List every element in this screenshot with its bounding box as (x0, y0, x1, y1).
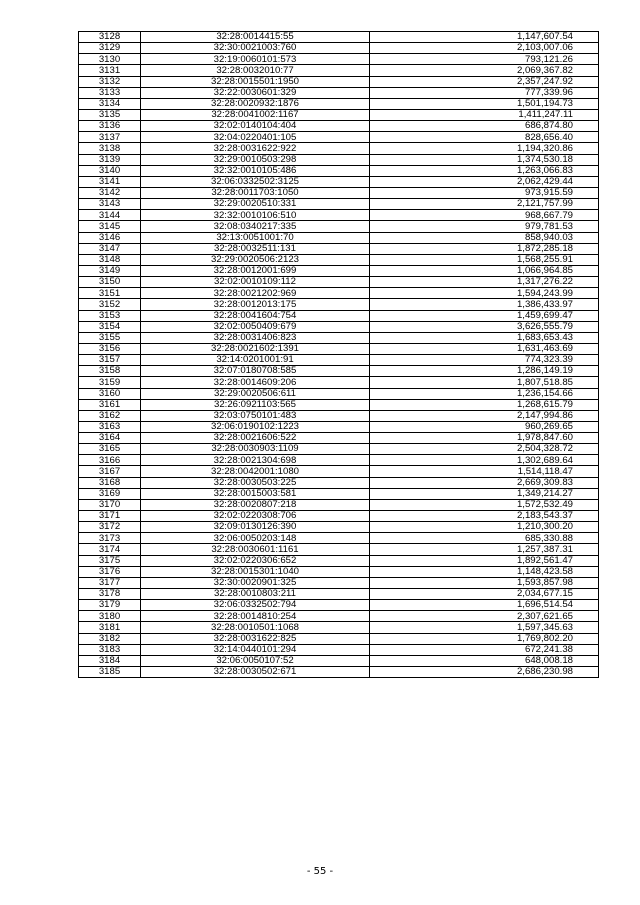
row-number-cell: 3148 (79, 254, 141, 265)
row-number-cell: 3166 (79, 455, 141, 466)
cadastral-number-cell: 32:28:0032010:77 (141, 65, 370, 76)
cadastral-value-cell: 2,069,367.82 (370, 65, 599, 76)
cadastral-number-cell: 32:28:0010501:1068 (141, 622, 370, 633)
cadastral-number-cell: 32:29:0020506:611 (141, 388, 370, 399)
row-number-cell: 3154 (79, 321, 141, 332)
table-row (79, 210, 599, 221)
row-number-cell: 3128 (79, 32, 141, 43)
row-number-cell: 3135 (79, 109, 141, 120)
cadastral-number-cell: 32:28:0032511:131 (141, 243, 370, 254)
row-number-cell: 3171 (79, 511, 141, 522)
cadastral-value-cell: 2,183,543.37 (370, 511, 599, 522)
row-number-cell: 3142 (79, 187, 141, 198)
row-number-cell: 3159 (79, 377, 141, 388)
row-number-cell: 3145 (79, 221, 141, 232)
row-number-cell: 3136 (79, 121, 141, 132)
row-number-cell: 3176 (79, 566, 141, 577)
cadastral-value-cell: 858,940.03 (370, 232, 599, 243)
page-number: - 55 - (306, 866, 334, 877)
row-number-cell: 3158 (79, 366, 141, 377)
row-number-cell: 3139 (79, 154, 141, 165)
table-row (79, 455, 599, 466)
row-number-cell: 3184 (79, 655, 141, 666)
table-row (79, 87, 599, 98)
cadastral-value-cell: 777,339.96 (370, 87, 599, 98)
table-row (79, 121, 599, 132)
row-number-cell: 3153 (79, 310, 141, 321)
table-row (79, 589, 599, 600)
cadastral-value-cell: 1,236,154.66 (370, 388, 599, 399)
table-row (79, 421, 599, 432)
cadastral-value-cell: 968,667.79 (370, 210, 599, 221)
cadastral-value-cell: 2,686,230.98 (370, 667, 599, 678)
cadastral-value-cell: 1,349,214.27 (370, 488, 599, 499)
row-number-cell: 3173 (79, 533, 141, 544)
cadastral-value-cell: 774,323.39 (370, 355, 599, 366)
table-row (79, 98, 599, 109)
cadastral-number-cell: 32:28:0010803:211 (141, 589, 370, 600)
cadastral-value-cell: 672,241.38 (370, 644, 599, 655)
cadastral-number-cell: 32:07:0180708:585 (141, 366, 370, 377)
cadastral-value-cell: 1,597,345.63 (370, 622, 599, 633)
table-row (79, 488, 599, 499)
row-number-cell: 3172 (79, 522, 141, 533)
row-number-cell: 3130 (79, 54, 141, 65)
cadastral-value-cell: 1,148,423.58 (370, 566, 599, 577)
table-row (79, 165, 599, 176)
row-number-cell: 3134 (79, 98, 141, 109)
table-row (79, 265, 599, 276)
row-number-cell: 3183 (79, 644, 141, 655)
row-number-cell: 3151 (79, 288, 141, 299)
table-row (79, 466, 599, 477)
cadastral-number-cell: 32:28:0041604:754 (141, 310, 370, 321)
table-row (79, 444, 599, 455)
cadastral-number-cell: 32:28:0021202:969 (141, 288, 370, 299)
row-number-cell: 3157 (79, 355, 141, 366)
table-row (79, 32, 599, 43)
table-row (79, 343, 599, 354)
table-row (79, 43, 599, 54)
cadastral-value-cell: 2,103,007.06 (370, 43, 599, 54)
table-row (79, 377, 599, 388)
cadastral-number-cell: 32:28:0031406:823 (141, 332, 370, 343)
cadastral-value-cell: 793,121.26 (370, 54, 599, 65)
row-number-cell: 3161 (79, 399, 141, 410)
table-row (79, 288, 599, 299)
row-number-cell: 3155 (79, 332, 141, 343)
cadastral-value-cell: 1,066,964.85 (370, 265, 599, 276)
cadastral-value-cell: 1,459,699.47 (370, 310, 599, 321)
cadastral-number-cell: 32:08:0340217:335 (141, 221, 370, 232)
row-number-cell: 3129 (79, 43, 141, 54)
table-row (79, 143, 599, 154)
cadastral-value-cell: 1,631,463.69 (370, 343, 599, 354)
cadastral-value-cell: 2,504,328.72 (370, 444, 599, 455)
row-number-cell: 3160 (79, 388, 141, 399)
row-number-cell: 3131 (79, 65, 141, 76)
table-row (79, 555, 599, 566)
cadastral-value-table (78, 31, 599, 678)
cadastral-number-cell: 32:28:0015301:1040 (141, 566, 370, 577)
table-row (79, 332, 599, 343)
cadastral-number-cell: 32:06:0050107:52 (141, 655, 370, 666)
table-row (79, 600, 599, 611)
row-number-cell: 3133 (79, 87, 141, 98)
row-number-cell: 3150 (79, 277, 141, 288)
cadastral-number-cell: 32:06:0190102:1223 (141, 421, 370, 432)
table-row (79, 644, 599, 655)
cadastral-value-cell: 973,915.59 (370, 187, 599, 198)
table-row (79, 132, 599, 143)
row-number-cell: 3179 (79, 600, 141, 611)
table-row (79, 277, 599, 288)
cadastral-number-cell: 32:14:0440101:294 (141, 644, 370, 655)
cadastral-number-cell: 32:09:0130126:390 (141, 522, 370, 533)
cadastral-number-cell: 32:28:0042001:1080 (141, 466, 370, 477)
row-number-cell: 3146 (79, 232, 141, 243)
row-number-cell: 3181 (79, 622, 141, 633)
row-number-cell: 3180 (79, 611, 141, 622)
row-number-cell: 3149 (79, 265, 141, 276)
cadastral-number-cell: 32:30:0021003:760 (141, 43, 370, 54)
cadastral-number-cell: 32:26:0921103:565 (141, 399, 370, 410)
cadastral-value-cell: 2,062,429.44 (370, 176, 599, 187)
table-row (79, 410, 599, 421)
cadastral-number-cell: 32:02:0050409:679 (141, 321, 370, 332)
table-row (79, 544, 599, 555)
cadastral-value-cell: 686,874.80 (370, 121, 599, 132)
cadastral-value-cell: 2,669,309.83 (370, 477, 599, 488)
cadastral-number-cell: 32:28:0014810:254 (141, 611, 370, 622)
cadastral-value-cell: 1,286,149.19 (370, 366, 599, 377)
cadastral-number-cell: 32:28:0021304:698 (141, 455, 370, 466)
row-number-cell: 3168 (79, 477, 141, 488)
table-row (79, 299, 599, 310)
cadastral-value-cell: 1,978,847.60 (370, 433, 599, 444)
row-number-cell: 3167 (79, 466, 141, 477)
cadastral-number-cell: 32:28:0020807:218 (141, 499, 370, 510)
cadastral-value-cell: 1,386,433.97 (370, 299, 599, 310)
table-row (79, 54, 599, 65)
cadastral-value-cell: 2,147,994.86 (370, 410, 599, 421)
cadastral-number-cell: 32:04:0220401:105 (141, 132, 370, 143)
cadastral-value-cell: 648,008.18 (370, 655, 599, 666)
row-number-cell: 3140 (79, 165, 141, 176)
cadastral-value-cell: 2,034,677.15 (370, 589, 599, 600)
table-row (79, 522, 599, 533)
table-row (79, 577, 599, 588)
table-row (79, 321, 599, 332)
cadastral-number-cell: 32:02:0220306:652 (141, 555, 370, 566)
table-row (79, 109, 599, 120)
cadastral-value-cell: 2,357,247.92 (370, 76, 599, 87)
row-number-cell: 3169 (79, 488, 141, 499)
cadastral-value-cell: 1,572,532.49 (370, 499, 599, 510)
cadastral-value-cell: 828,656.40 (370, 132, 599, 143)
cadastral-value-cell: 1,257,387.31 (370, 544, 599, 555)
table-row (79, 511, 599, 522)
table-row (79, 243, 599, 254)
row-number-cell: 3132 (79, 76, 141, 87)
cadastral-number-cell: 32:06:0050203:148 (141, 533, 370, 544)
cadastral-number-cell: 32:28:0012013:175 (141, 299, 370, 310)
table-row (79, 154, 599, 165)
cadastral-number-cell: 32:28:0030601:1161 (141, 544, 370, 555)
cadastral-number-cell: 32:14:0201001:91 (141, 355, 370, 366)
table-row (79, 499, 599, 510)
table-row (79, 65, 599, 76)
cadastral-number-cell: 32:02:0140104:404 (141, 121, 370, 132)
cadastral-value-cell: 1,514,118.47 (370, 466, 599, 477)
table-row (79, 176, 599, 187)
cadastral-number-cell: 32:28:0015003:581 (141, 488, 370, 499)
cadastral-value-cell: 2,307,621.65 (370, 611, 599, 622)
cadastral-value-cell: 1,374,530.18 (370, 154, 599, 165)
cadastral-number-cell: 32:28:0021606:522 (141, 433, 370, 444)
table-row (79, 310, 599, 321)
cadastral-value-cell: 1,769,802.20 (370, 633, 599, 644)
table-row (79, 187, 599, 198)
row-number-cell: 3152 (79, 299, 141, 310)
cadastral-number-cell: 32:28:0014415:55 (141, 32, 370, 43)
cadastral-number-cell: 32:03:0750101:483 (141, 410, 370, 421)
cadastral-value-cell: 1,892,561.47 (370, 555, 599, 566)
cadastral-number-cell: 32:28:0030502:671 (141, 667, 370, 678)
cadastral-value-cell: 960,269.65 (370, 421, 599, 432)
cadastral-value-cell: 1,263,066.83 (370, 165, 599, 176)
cadastral-value-cell: 1,501,194.73 (370, 98, 599, 109)
table-row (79, 655, 599, 666)
cadastral-value-cell: 685,330.88 (370, 533, 599, 544)
table-row (79, 355, 599, 366)
row-number-cell: 3178 (79, 589, 141, 600)
row-number-cell: 3163 (79, 421, 141, 432)
table-row (79, 399, 599, 410)
cadastral-value-cell: 1,411,247.11 (370, 109, 599, 120)
cadastral-number-cell: 32:02:0010109:112 (141, 277, 370, 288)
row-number-cell: 3177 (79, 577, 141, 588)
table-row (79, 667, 599, 678)
cadastral-number-cell: 32:29:0010503:298 (141, 154, 370, 165)
row-number-cell: 3175 (79, 555, 141, 566)
cadastral-number-cell: 32:06:0332502:3125 (141, 176, 370, 187)
cadastral-number-cell: 32:13:0051001:70 (141, 232, 370, 243)
cadastral-value-cell: 1,683,653.43 (370, 332, 599, 343)
cadastral-value-cell: 979,781.53 (370, 221, 599, 232)
cadastral-number-cell: 32:32:0010105:486 (141, 165, 370, 176)
cadastral-value-cell: 2,121,757.99 (370, 199, 599, 210)
cadastral-number-cell: 32:32:0010106:510 (141, 210, 370, 221)
cadastral-number-cell: 32:28:0021602:1391 (141, 343, 370, 354)
table-row (79, 232, 599, 243)
row-number-cell: 3143 (79, 199, 141, 210)
row-number-cell: 3147 (79, 243, 141, 254)
row-number-cell: 3162 (79, 410, 141, 421)
table-row (79, 388, 599, 399)
cadastral-value-cell: 1,302,689.64 (370, 455, 599, 466)
cadastral-number-cell: 32:28:0031622:922 (141, 143, 370, 154)
table-row (79, 622, 599, 633)
row-number-cell: 3182 (79, 633, 141, 644)
cadastral-number-cell: 32:28:0041002:1167 (141, 109, 370, 120)
cadastral-number-cell: 32:19:0060101:573 (141, 54, 370, 65)
cadastral-number-cell: 32:28:0011703:1050 (141, 187, 370, 198)
cadastral-value-cell: 1,317,276.22 (370, 277, 599, 288)
row-number-cell: 3141 (79, 176, 141, 187)
cadastral-number-cell: 32:29:0020510:331 (141, 199, 370, 210)
cadastral-number-cell: 32:28:0030903:1109 (141, 444, 370, 455)
cadastral-value-cell: 1,194,320.86 (370, 143, 599, 154)
cadastral-number-cell: 32:30:0020901:325 (141, 577, 370, 588)
table-row (79, 199, 599, 210)
cadastral-value-cell: 1,268,615.79 (370, 399, 599, 410)
row-number-cell: 3170 (79, 499, 141, 510)
table-row (79, 633, 599, 644)
row-number-cell: 3165 (79, 444, 141, 455)
cadastral-value-cell: 1,807,518.85 (370, 377, 599, 388)
table-row (79, 477, 599, 488)
cadastral-number-cell: 32:02:0220308:706 (141, 511, 370, 522)
cadastral-value-cell: 3,626,555.79 (370, 321, 599, 332)
table-row (79, 611, 599, 622)
row-number-cell: 3138 (79, 143, 141, 154)
row-number-cell: 3185 (79, 667, 141, 678)
cadastral-number-cell: 32:28:0030503:225 (141, 477, 370, 488)
cadastral-value-cell: 1,568,255.91 (370, 254, 599, 265)
cadastral-number-cell: 32:29:0020506:2123 (141, 254, 370, 265)
cadastral-number-cell: 32:22:0030601:329 (141, 87, 370, 98)
table-row (79, 366, 599, 377)
cadastral-number-cell: 32:28:0031622:825 (141, 633, 370, 644)
table-row (79, 533, 599, 544)
cadastral-value-cell: 1,210,300.20 (370, 522, 599, 533)
table-body (79, 32, 599, 678)
table-row (79, 76, 599, 87)
table-row (79, 254, 599, 265)
cadastral-number-cell: 32:28:0012001:699 (141, 265, 370, 276)
row-number-cell: 3164 (79, 433, 141, 444)
row-number-cell: 3137 (79, 132, 141, 143)
cadastral-number-cell: 32:28:0014609:206 (141, 377, 370, 388)
cadastral-number-cell: 32:28:0015501:1950 (141, 76, 370, 87)
cadastral-number-cell: 32:28:0020932:1876 (141, 98, 370, 109)
cadastral-value-cell: 1,147,607.54 (370, 32, 599, 43)
cadastral-value-cell: 1,872,285.18 (370, 243, 599, 254)
row-number-cell: 3156 (79, 343, 141, 354)
cadastral-value-cell: 1,594,243.99 (370, 288, 599, 299)
table-row (79, 433, 599, 444)
cadastral-value-cell: 1,696,514.54 (370, 600, 599, 611)
row-number-cell: 3144 (79, 210, 141, 221)
cadastral-value-cell: 1,593,857.98 (370, 577, 599, 588)
table-row (79, 566, 599, 577)
row-number-cell: 3174 (79, 544, 141, 555)
table-row (79, 221, 599, 232)
cadastral-number-cell: 32:06:0332502:794 (141, 600, 370, 611)
